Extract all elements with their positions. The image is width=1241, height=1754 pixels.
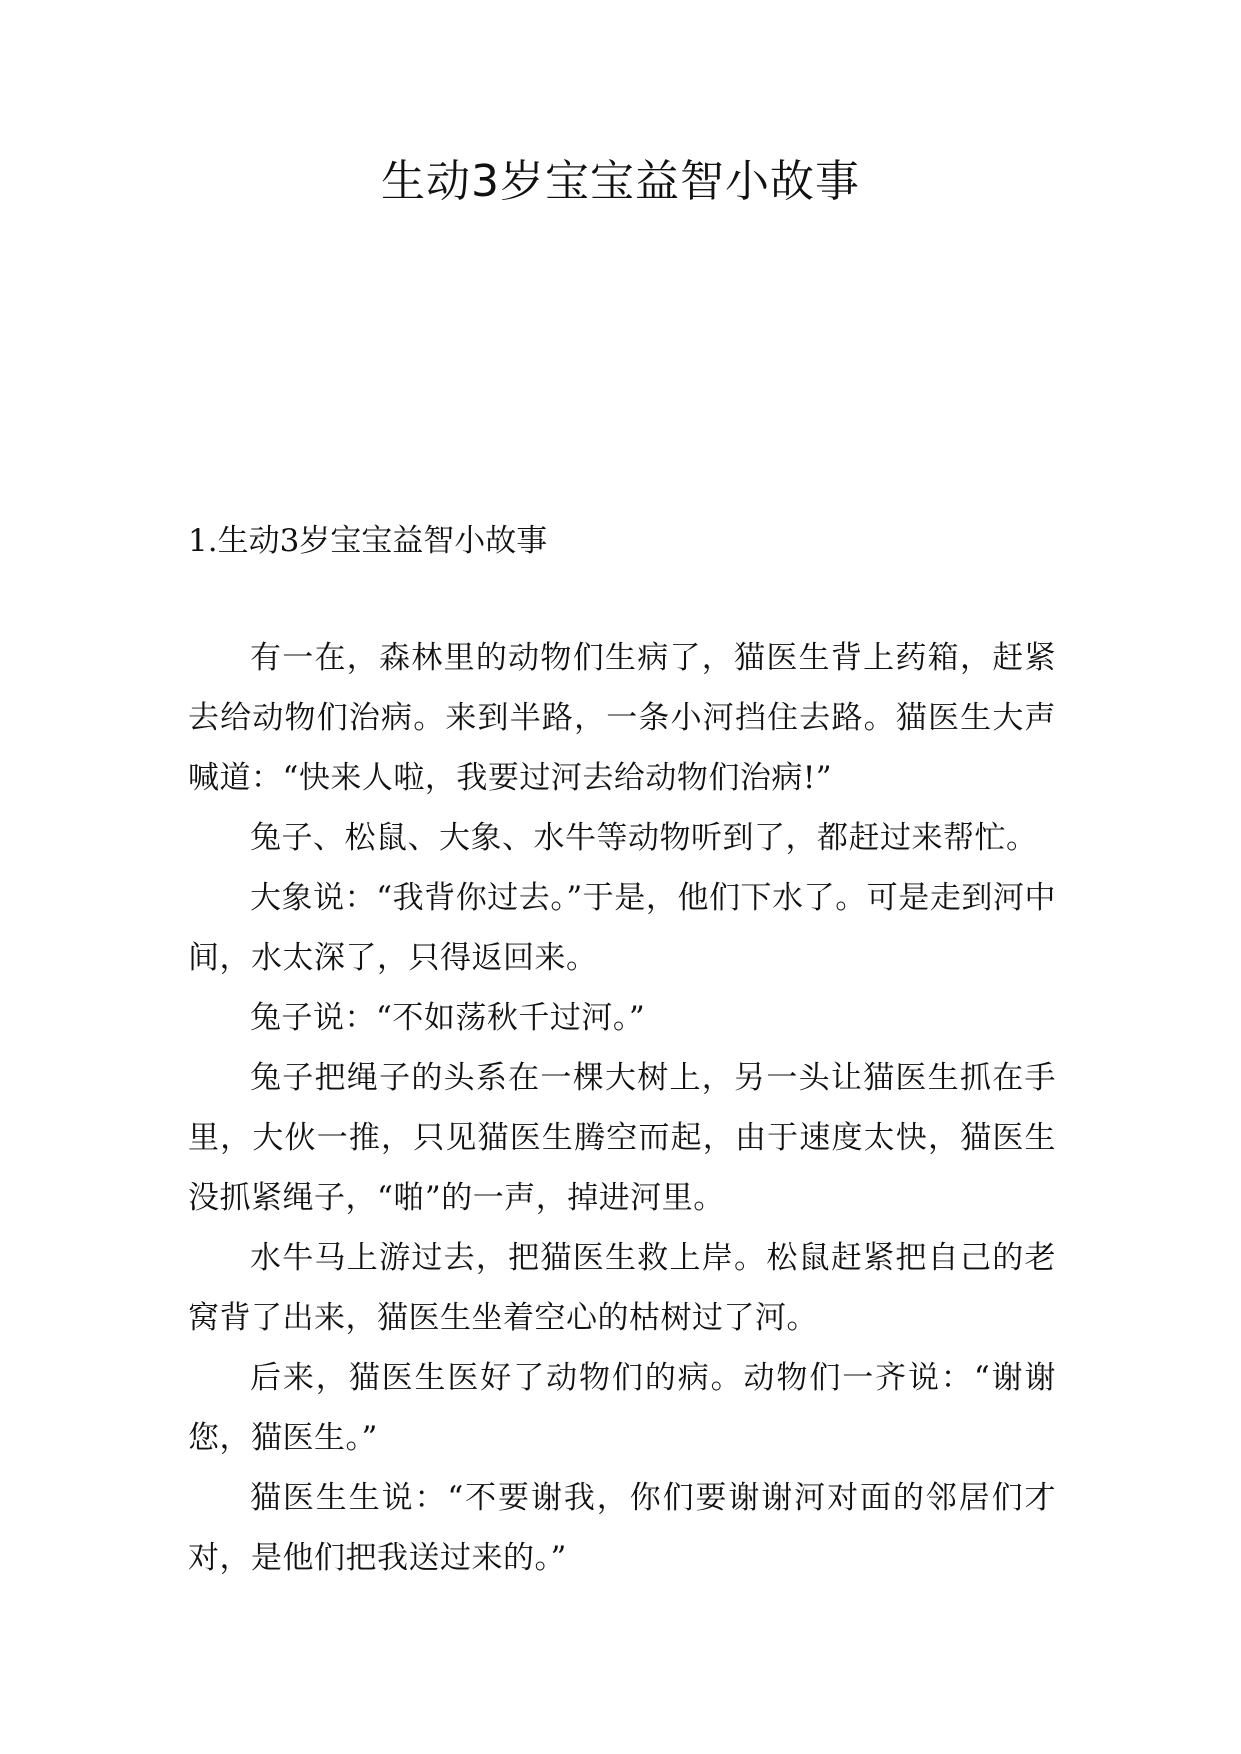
story-paragraph: 有一在，森林里的动物们生病了，猫医生背上药箱，赶紧去给动物们治病。来到半路，一条小河挡住去路。猫医生大声喊道：“快来人啦，我要过河去给动物们治病!”	[188, 640, 1056, 796]
story-body	[188, 628, 1056, 1588]
story-paragraph: 大象说：“我背你过去。”于是，他们下水了。可是走到河中间，水太深了，只得返回来。	[188, 880, 1056, 976]
story-paragraph: 水牛马上游过去，把猫医生救上岸。松鼠赶紧把自己的老窝背了出来，猫医生坐着空心的枯树过了河。	[188, 1240, 1056, 1336]
story-paragraph: 猫医生生说：“不要谢我，你们要谢谢河对面的邻居们才对，是他们把我送过来的。”	[188, 1480, 1056, 1576]
document-title: 生动3岁宝宝益智小故事	[381, 156, 860, 207]
story-paragraph: 兔子说：“不如荡秋千过河。”	[250, 1000, 646, 1036]
section-heading: 1.生动3岁宝宝益智小故事	[188, 523, 548, 559]
story-paragraph: 兔子、松鼠、大象、水牛等动物听到了，都赶过来帮忙。	[250, 820, 1038, 856]
story-paragraph: 后来，猫医生医好了动物们的病。动物们一齐说：“谢谢您，猫医生。”	[188, 1360, 1056, 1456]
story-paragraph: 兔子把绳子的头系在一棵大树上，另一头让猫医生抓在手里，大伙一推，只见猫医生腾空而起，由于速度太快，猫医生没抓紧绳子，“啪”的一声，掉进河里。	[188, 1060, 1056, 1216]
